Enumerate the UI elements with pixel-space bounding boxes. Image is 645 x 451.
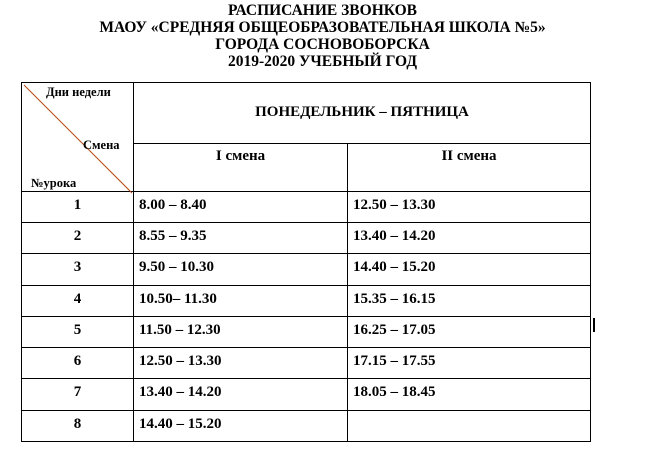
shift1-time: 13.40 – 14.20 [134, 379, 348, 410]
document-title [0, 2, 645, 70]
shift1-time: 8.00 – 8.40 [134, 191, 348, 222]
lesson-number: 8 [22, 410, 134, 441]
corner-lesson-label: №урока [31, 176, 77, 190]
shift2-time: 13.40 – 14.20 [348, 223, 591, 254]
title-line-1: РАСПИСАНИЕ ЗВОНКОВ [227, 2, 418, 19]
shift1-time: 8.55 – 9.35 [134, 223, 348, 254]
shift1-time: 11.50 – 12.30 [134, 316, 348, 347]
shift2-time: 15.35 – 16.15 [348, 285, 591, 316]
corner-shift-label: Смена [83, 138, 120, 152]
shift2-time: 14.40 – 15.20 [348, 254, 591, 285]
table-corner-cell [22, 83, 134, 192]
shift1-time: 12.50 – 13.30 [134, 348, 348, 379]
table-row [22, 285, 591, 316]
shift1-time: 9.50 – 10.30 [134, 254, 348, 285]
table-row [22, 191, 591, 222]
lesson-number: 1 [22, 191, 134, 222]
lesson-number: 4 [22, 285, 134, 316]
shift2-time [348, 410, 591, 441]
shift1-time: 10.50– 11.30 [134, 285, 348, 316]
title-line-2: МАОУ «СРЕДНЯЯ ОБЩЕОБРАЗОВАТЕЛЬНАЯ ШКОЛА №5» [99, 19, 546, 36]
days-heading: ПОНЕДЕЛЬНИК – ПЯТНИЦА [134, 83, 591, 144]
table-row [22, 348, 591, 379]
shift2-time: 17.15 – 17.55 [348, 348, 591, 379]
shift1-heading: I смена [134, 143, 348, 191]
lesson-number: 7 [22, 379, 134, 410]
table-row [22, 410, 591, 441]
shift2-time: 16.25 – 17.05 [348, 316, 591, 347]
shift2-heading: II смена [348, 143, 591, 191]
corner-days-label: Дни недели [46, 85, 111, 99]
table-row [22, 316, 591, 347]
shift1-time: 14.40 – 15.20 [134, 410, 348, 441]
lesson-number: 3 [22, 254, 134, 285]
shift2-time: 12.50 – 13.30 [348, 191, 591, 222]
text-cursor-mark [593, 318, 595, 332]
shift2-time: 18.05 – 18.45 [348, 379, 591, 410]
table-row [22, 379, 591, 410]
lesson-number: 2 [22, 223, 134, 254]
title-line-4: 2019-2020 УЧЕБНЫЙ ГОД [227, 53, 417, 70]
bell-schedule-table [21, 82, 591, 442]
title-line-3: ГОРОДА СОСНОВОБОРСКА [215, 36, 430, 53]
lesson-number: 6 [22, 348, 134, 379]
table-row [22, 254, 591, 285]
lesson-number: 5 [22, 316, 134, 347]
table-row [22, 223, 591, 254]
